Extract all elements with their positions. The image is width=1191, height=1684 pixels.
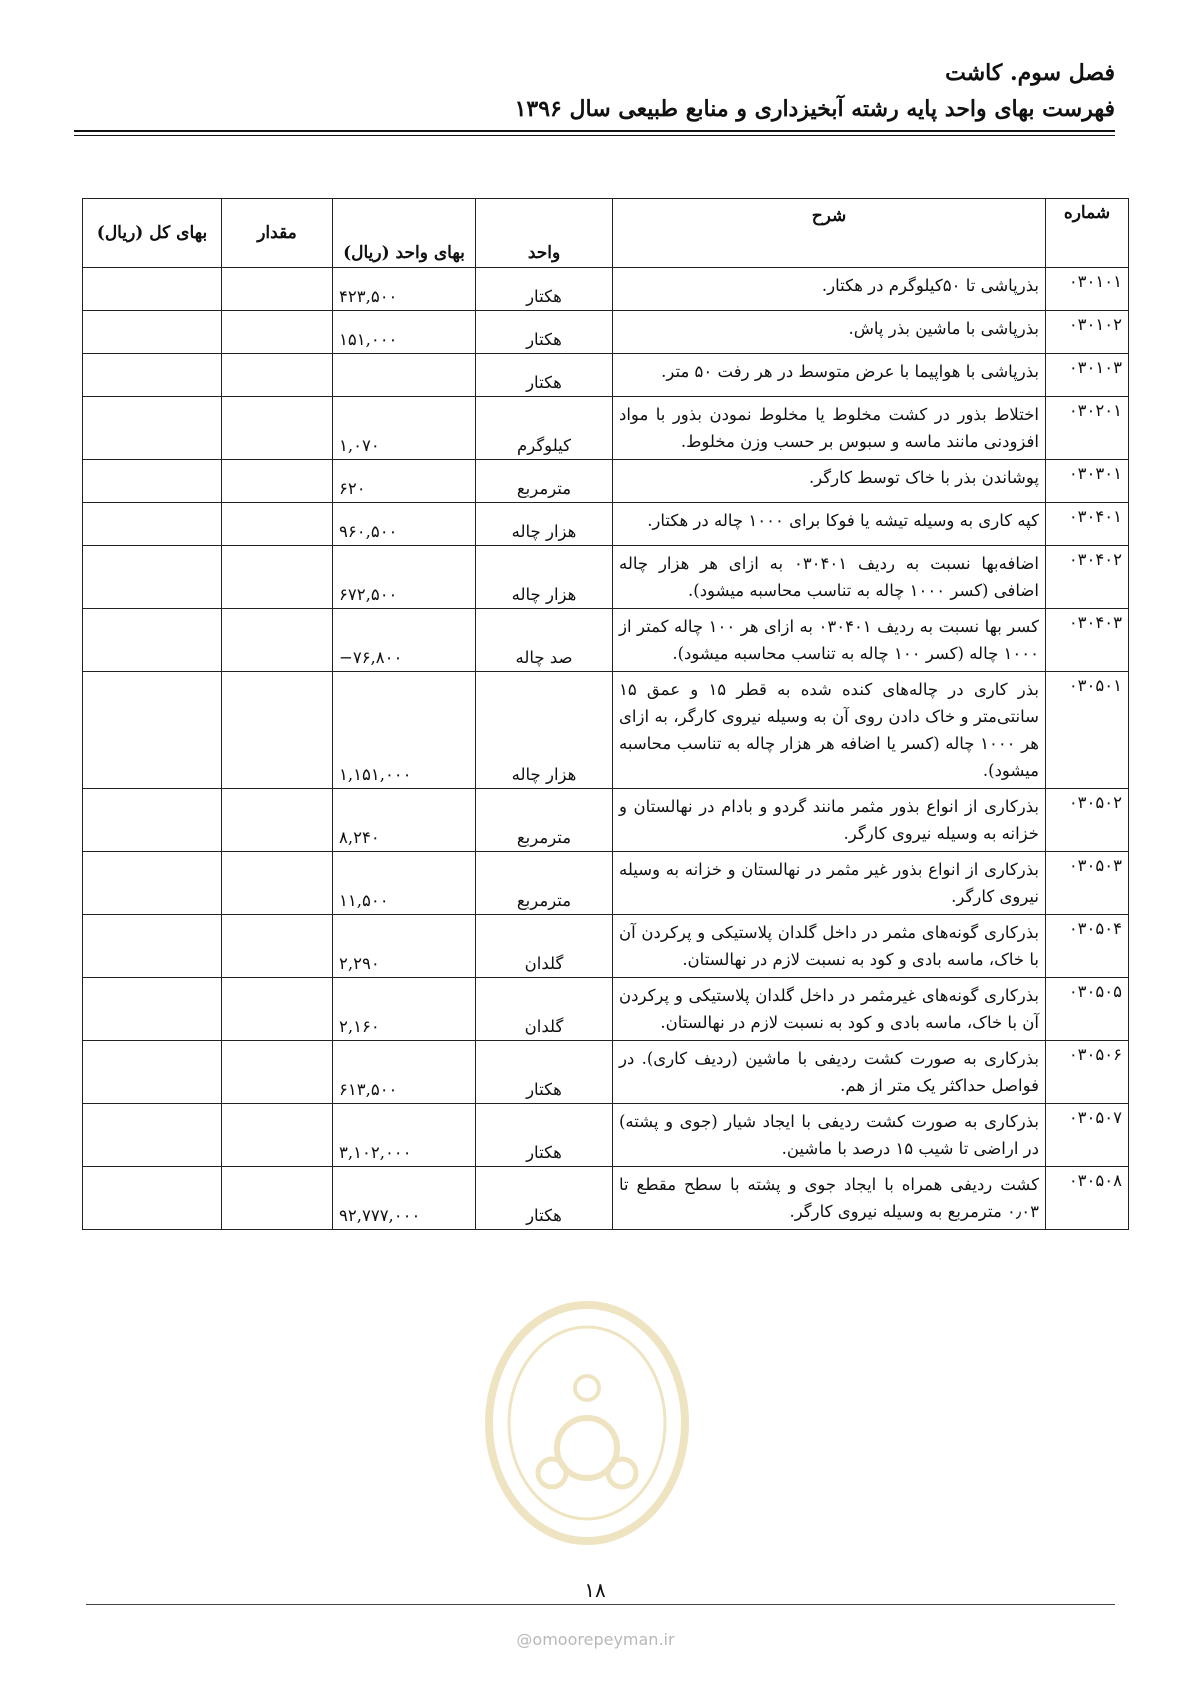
row-code: ۰۳۰۵۰۶ <box>1046 1041 1129 1104</box>
row-total-price <box>83 354 222 397</box>
row-unit-price: ۹۶۰,۵۰۰ <box>333 503 476 546</box>
table-row <box>83 354 1129 397</box>
row-quantity <box>222 672 333 789</box>
table-row <box>83 1041 1129 1104</box>
row-unit-price: ۱,۱۵۱,۰۰۰ <box>333 672 476 789</box>
table-header-row <box>83 199 1129 268</box>
row-total-price <box>83 397 222 460</box>
row-total-price <box>83 978 222 1041</box>
row-description: بذرکاری گونه‌های غیرمثمر در داخل گلدان پلاستیکی و پرکردن آن با خاک، ماسه بادی و کود به نسبت لازم در نهالستان. <box>613 978 1046 1041</box>
row-total-price <box>83 546 222 609</box>
row-description: بذر کاری در چاله‌های کنده شده به قطر ۱۵ و عمق ۱۵ سانتی‌متر و خاک دادن روی آن به وسیله نیروی کارگر، به ازای هر ۱۰۰۰ چاله (کسر یا اضافه هر هزار چاله به تناسب محاسبه میشود). <box>613 672 1046 789</box>
row-description: بذرکاری از انواع بذور مثمر مانند گردو و بادام در نهالستان و خزانه به وسیله نیروی کارگر. <box>613 789 1046 852</box>
row-quantity <box>222 609 333 672</box>
header-unit: واحد <box>476 199 613 268</box>
row-description: اختلاط بذور در کشت مخلوط یا مخلوط نمودن بذور با مواد افزودنی مانند ماسه و سبوس بر حسب وزن مخلوط. <box>613 397 1046 460</box>
row-description: بذرکاری گونه‌های مثمر در داخل گلدان پلاستیکی و پرکردن آن با خاک، ماسه بادی و کود به نسبت لازم در نهالستان. <box>613 915 1046 978</box>
row-unit-price: ۱۱,۵۰۰ <box>333 852 476 915</box>
row-quantity <box>222 311 333 354</box>
row-description: اضافه‌بها نسبت به ردیف ۰۳۰۴۰۱ به ازای هر هزار چاله اضافی (کسر ۱۰۰۰ چاله به تناسب محاسبه میشود). <box>613 546 1046 609</box>
row-unit: کیلوگرم <box>476 397 613 460</box>
row-unit: مترمربع <box>476 852 613 915</box>
row-unit: گلدان <box>476 978 613 1041</box>
row-code: ۰۳۰۱۰۱ <box>1046 268 1129 311</box>
row-unit: هکتار <box>476 311 613 354</box>
row-code: ۰۳۰۵۰۴ <box>1046 915 1129 978</box>
footer-rule <box>86 1604 1115 1605</box>
row-total-price <box>83 672 222 789</box>
row-code: ۰۳۰۵۰۷ <box>1046 1104 1129 1167</box>
table-row <box>83 503 1129 546</box>
header-description: شرح <box>613 199 1046 268</box>
table-row <box>83 397 1129 460</box>
row-description: کسر بها نسبت به ردیف ۰۳۰۴۰۱ به ازای هر ۱۰۰ چاله کمتر از ۱۰۰۰ چاله (کسر ۱۰۰ چاله به تناسب محاسبه میشود). <box>613 609 1046 672</box>
table-row <box>83 672 1129 789</box>
row-code: ۰۳۰۵۰۵ <box>1046 978 1129 1041</box>
row-description: پوشاندن بذر با خاک توسط کارگر. <box>613 460 1046 503</box>
row-quantity <box>222 546 333 609</box>
row-unit: هکتار <box>476 268 613 311</box>
row-total-price <box>83 460 222 503</box>
row-unit: هکتار <box>476 1041 613 1104</box>
row-total-price <box>83 1104 222 1167</box>
row-unit: هکتار <box>476 354 613 397</box>
row-unit: هزار چاله <box>476 546 613 609</box>
header-rule-thin <box>74 135 1115 136</box>
row-unit-price: ۱۵۱,۰۰۰ <box>333 311 476 354</box>
row-description: کشت ردیفی همراه با ایجاد جوی و پشته با سطح مقطع تا ۰٫۰۳ مترمربع به وسیله نیروی کارگر. <box>613 1167 1046 1230</box>
row-unit-price: ۶۲۰ <box>333 460 476 503</box>
row-description: بذرپاشی تا ۵۰کیلوگرم در هکتار. <box>613 268 1046 311</box>
table-row <box>83 1104 1129 1167</box>
row-code: ۰۳۰۵۰۲ <box>1046 789 1129 852</box>
row-code: ۰۳۰۴۰۱ <box>1046 503 1129 546</box>
chapter-title: فصل سوم. کاشت <box>945 60 1115 86</box>
row-unit-price: ۲,۱۶۰ <box>333 978 476 1041</box>
row-unit-price: −۷۶,۸۰۰ <box>333 609 476 672</box>
row-quantity <box>222 915 333 978</box>
row-unit-price: ۱,۰۷۰ <box>333 397 476 460</box>
row-unit-price: ۳,۱۰۲,۰۰۰ <box>333 1104 476 1167</box>
row-total-price <box>83 311 222 354</box>
table-row <box>83 1167 1129 1230</box>
row-unit-price: ۲,۲۹۰ <box>333 915 476 978</box>
row-code: ۰۳۰۴۰۳ <box>1046 609 1129 672</box>
row-quantity <box>222 460 333 503</box>
header-total-price: بهای کل (ریال) <box>83 199 222 268</box>
row-code: ۰۳۰۱۰۳ <box>1046 354 1129 397</box>
row-description: بذرکاری از انواع بذور غیر مثمر در نهالستان و خزانه به وسیله نیروی کارگر. <box>613 852 1046 915</box>
row-quantity <box>222 789 333 852</box>
row-total-price <box>83 268 222 311</box>
table-row <box>83 546 1129 609</box>
row-unit-price <box>333 354 476 397</box>
table-row <box>83 915 1129 978</box>
header-code: شماره <box>1046 199 1129 268</box>
document-title: فهرست بهای واحد پایه رشته آبخیزداری و منابع طبیعی سال ۱۳۹۶ <box>514 96 1115 122</box>
row-quantity <box>222 852 333 915</box>
seal-watermark <box>482 1298 692 1548</box>
row-unit-price: ۹۲,۷۷۷,۰۰۰ <box>333 1167 476 1230</box>
row-description: بذرکاری به صورت کشت ردیفی با ماشین (ردیف کاری). در فواصل حداکثر یک متر از هم. <box>613 1041 1046 1104</box>
row-total-price <box>83 609 222 672</box>
row-total-price <box>83 852 222 915</box>
row-unit: صد چاله <box>476 609 613 672</box>
row-code: ۰۳۰۵۰۸ <box>1046 1167 1129 1230</box>
header-unit-price: بهای واحد (ریال) <box>333 199 476 268</box>
row-unit: هزار چاله <box>476 503 613 546</box>
row-total-price <box>83 1167 222 1230</box>
row-unit-price: ۴۲۳,۵۰۰ <box>333 268 476 311</box>
row-quantity <box>222 354 333 397</box>
row-description: بذرکاری به صورت کشت ردیفی با ایجاد شیار (جوی و پشته) در اراضی تا شیب ۱۵ درصد با ماشین. <box>613 1104 1046 1167</box>
site-watermark: @omoorepeyman.ir <box>516 1630 675 1649</box>
header-rule-thick <box>74 130 1115 132</box>
row-unit: مترمربع <box>476 789 613 852</box>
row-quantity <box>222 503 333 546</box>
price-table <box>82 198 1129 1230</box>
header-quantity: مقدار <box>222 199 333 268</box>
row-total-price <box>83 789 222 852</box>
row-code: ۰۳۰۴۰۲ <box>1046 546 1129 609</box>
row-total-price <box>83 1041 222 1104</box>
table-row <box>83 852 1129 915</box>
row-unit: مترمربع <box>476 460 613 503</box>
row-unit: گلدان <box>476 915 613 978</box>
page-number: ۱۸ <box>584 1578 606 1602</box>
row-total-price <box>83 915 222 978</box>
row-description: بذرپاشی با هواپیما با عرض متوسط در هر رفت ۵۰ متر. <box>613 354 1046 397</box>
row-quantity <box>222 268 333 311</box>
row-description: کپه کاری به وسیله تیشه یا فوکا برای ۱۰۰۰ چاله در هکتار. <box>613 503 1046 546</box>
row-code: ۰۳۰۵۰۱ <box>1046 672 1129 789</box>
row-unit: هکتار <box>476 1167 613 1230</box>
row-unit-price: ۸,۲۴۰ <box>333 789 476 852</box>
row-quantity <box>222 978 333 1041</box>
row-total-price <box>83 503 222 546</box>
row-quantity <box>222 1167 333 1230</box>
row-code: ۰۳۰۵۰۳ <box>1046 852 1129 915</box>
row-unit-price: ۶۱۳,۵۰۰ <box>333 1041 476 1104</box>
row-unit-price: ۶۷۲,۵۰۰ <box>333 546 476 609</box>
row-quantity <box>222 1104 333 1167</box>
row-code: ۰۳۰۳۰۱ <box>1046 460 1129 503</box>
table-row <box>83 609 1129 672</box>
row-description: بذرپاشی با ماشین بذر پاش. <box>613 311 1046 354</box>
row-unit: هزار چاله <box>476 672 613 789</box>
row-code: ۰۳۰۱۰۲ <box>1046 311 1129 354</box>
table-body <box>83 268 1129 1230</box>
table-row <box>83 789 1129 852</box>
table-row <box>83 311 1129 354</box>
row-quantity <box>222 397 333 460</box>
table-row <box>83 460 1129 503</box>
row-quantity <box>222 1041 333 1104</box>
row-code: ۰۳۰۲۰۱ <box>1046 397 1129 460</box>
row-unit: هکتار <box>476 1104 613 1167</box>
table-row <box>83 268 1129 311</box>
table-row <box>83 978 1129 1041</box>
